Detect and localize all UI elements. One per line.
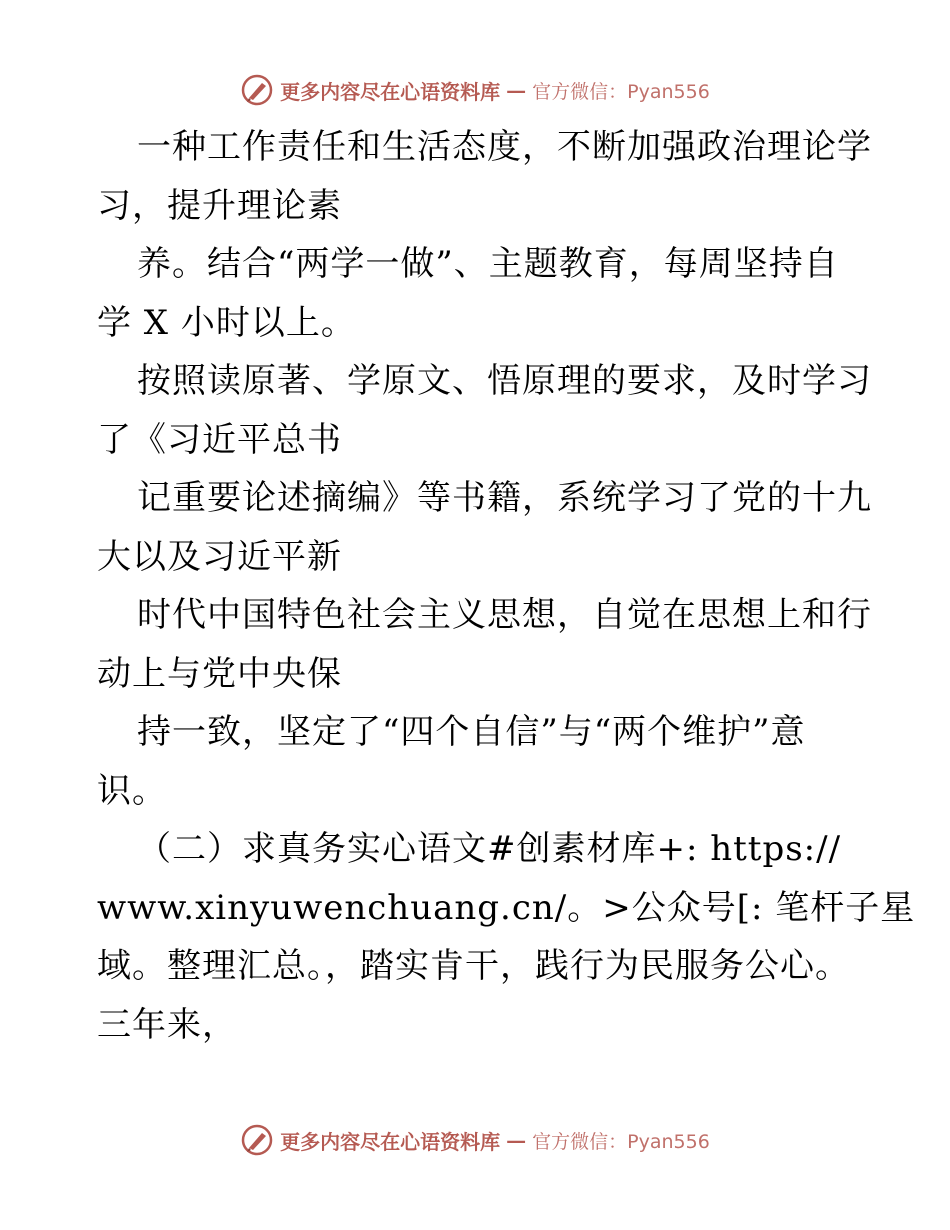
header-banner-wechat: 官方微信：Pyan556	[532, 80, 710, 103]
text-line: 持一致，坚定了“四个自信”与“两个维护”意	[137, 712, 806, 752]
footer-banner-dash: —	[506, 1128, 527, 1152]
text-line: www.xinyuwenchuang.cn/。>公众号[: 笔杆子星	[97, 887, 916, 928]
text-line: 养。结合“两学一做”、主题教育，每周坚持自	[137, 244, 839, 284]
text-line: 按照读原著、学原文、悟原理的要求，及时学习	[137, 361, 872, 401]
text-line: 动上与党中央保	[97, 653, 342, 694]
pen-logo-icon	[240, 73, 274, 107]
document-body	[97, 118, 916, 1054]
footer-banner	[0, 1120, 950, 1160]
text-line: 大以及习近平新	[97, 536, 342, 577]
footer-banner-wechat: 官方微信：Pyan556	[532, 1130, 710, 1153]
header-banner-text: 更多内容尽在心语资料库	[280, 79, 501, 104]
text-line: 记重要论述摘编》等书籍，系统学习了党的十九	[137, 478, 872, 518]
text-line: 了《习近平总书	[97, 419, 342, 460]
text-line: 习，提升理论素	[97, 185, 342, 226]
header-banner-dash: —	[506, 78, 527, 102]
text-line: 时代中国特色社会主义思想，自觉在思想上和行	[137, 595, 872, 635]
text-line: 三年来，	[97, 1004, 237, 1045]
text-line: 域。整理汇总。，踏实肯干，践行为民服务公心。	[97, 946, 850, 986]
footer-banner-text: 更多内容尽在心语资料库	[280, 1129, 501, 1154]
text-line: 学 X 小时以上。	[97, 302, 356, 343]
pen-logo-icon	[240, 1123, 274, 1157]
header-banner	[0, 70, 950, 110]
text-line: 一种工作责任和生活态度，不断加强政治理论学	[137, 127, 872, 167]
text-line: 识。	[97, 770, 167, 811]
text-line: （二）求真务实心语文#创素材库+: https://	[137, 829, 842, 869]
